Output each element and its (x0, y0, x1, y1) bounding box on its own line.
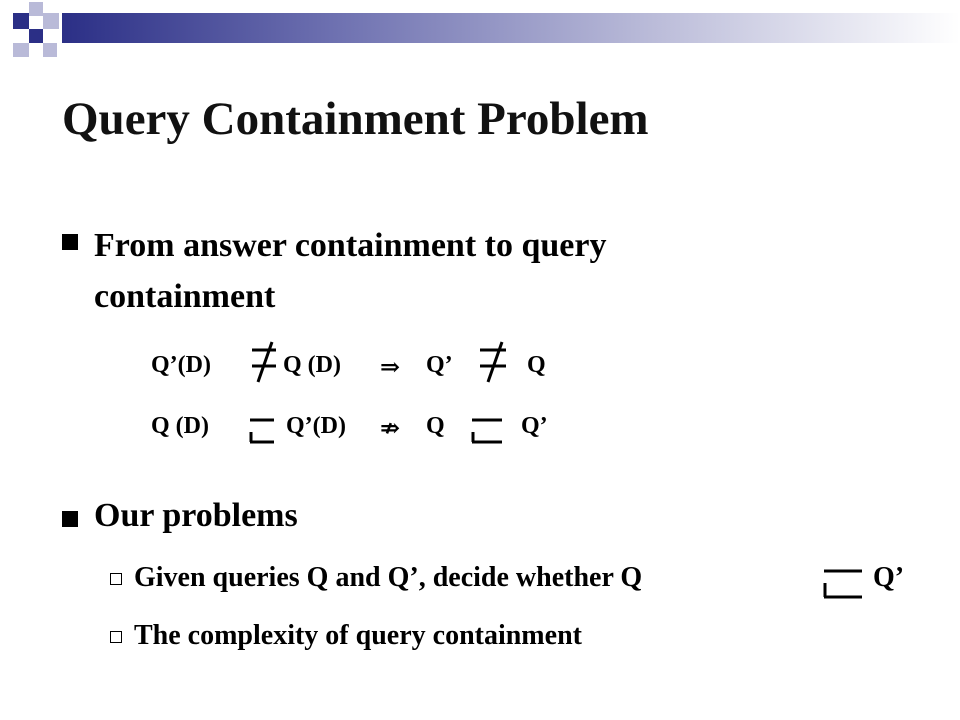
contained-in-icon (244, 412, 278, 446)
not-contained-in-icon (472, 340, 510, 384)
formula-term: Q (527, 352, 546, 378)
formula-term: Q (D) (283, 352, 341, 378)
sub-bullet-text: Given queries Q and Q’, decide whether Q (134, 562, 643, 593)
deco-square (43, 13, 59, 29)
bullet-square-icon (62, 234, 78, 250)
bullet-text: Our problems (94, 497, 298, 534)
slide-title: Query Containment Problem (62, 93, 649, 145)
sub-bullet-text-suffix: Q’ (873, 562, 905, 593)
formula-term: Q’(D) (286, 413, 346, 439)
deco-square (29, 29, 43, 43)
bullet-square-icon (62, 511, 78, 527)
sub-bullet-box-icon (110, 631, 122, 643)
sub-bullet-text: The complexity of query containment (134, 620, 582, 651)
formula-term: Q’ (521, 413, 548, 439)
deco-square (29, 2, 43, 16)
contained-in-icon (466, 412, 506, 446)
not-contained-in-icon (244, 340, 280, 384)
deco-square (13, 13, 29, 29)
contained-in-icon (818, 561, 866, 603)
deco-square (13, 43, 29, 57)
deco-square (43, 43, 57, 57)
bullet-text: From answer containment to query containment (94, 227, 607, 315)
formula-term: Q’(D) (151, 352, 211, 378)
formula-term: Q (D) (151, 413, 209, 439)
does-not-imply-icon: ⇏ (380, 416, 401, 442)
header-gradient-bar (62, 13, 960, 43)
formula-term: Q’ (426, 352, 453, 378)
sub-bullet-box-icon (110, 573, 122, 585)
formula-term: Q (426, 413, 445, 439)
implies-icon: ⇒ (380, 355, 401, 381)
